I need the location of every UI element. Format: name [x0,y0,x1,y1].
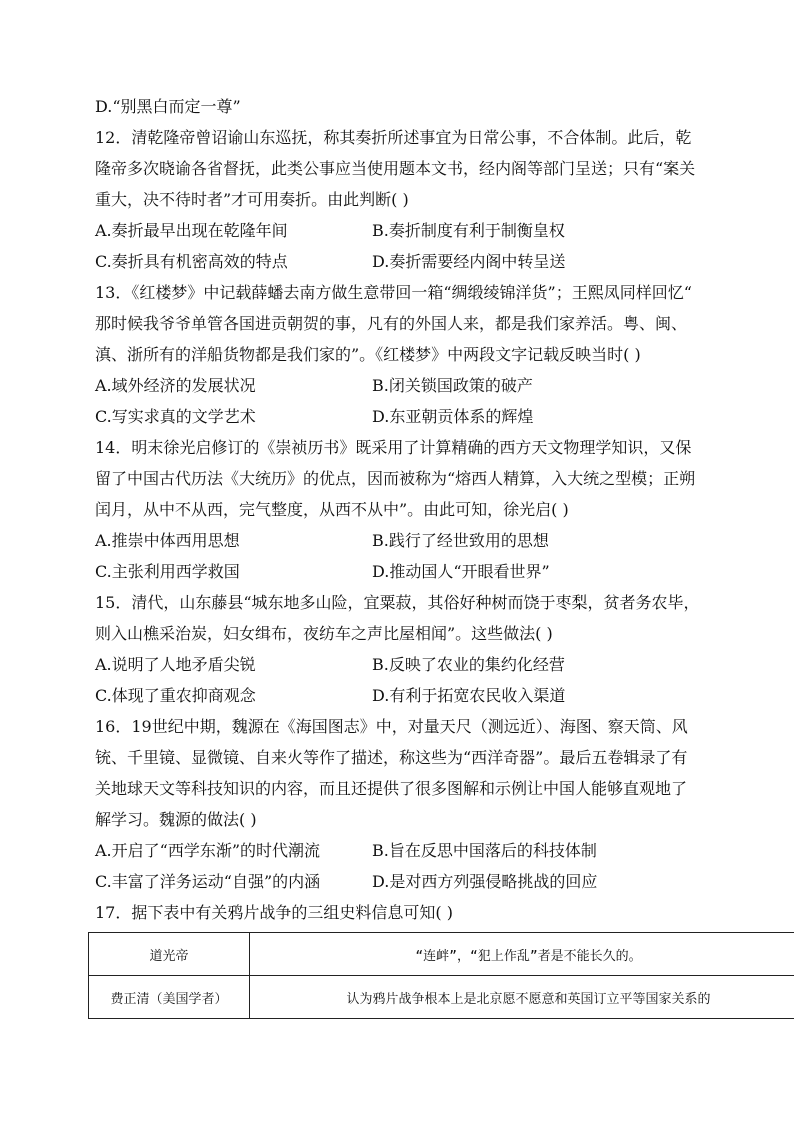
question-15-line-2: 则入山樵采治炭，妇女缉布，夜纺车之声比屋相闻”。这些做法( ) [95,624,553,643]
question-16-line-1: 16．19世纪中期，魏源在《海国图志》中，对量天尺（测远近）、海图、察天筒、风 [95,717,688,736]
q16-option-b: B.旨在反思中国落后的科技体制 [372,841,597,860]
q16-option-d: D.是对西方列强侵略挑战的回应 [372,872,598,891]
q12-option-a: A.奏折最早出现在乾隆年间 [95,221,288,240]
q15-option-d: D.有利于拓宽农民收入渠道 [372,686,566,705]
question-13-line-1: 13．《红楼梦》中记载薛蟠去南方做生意带回一箱“绸缎绫锦洋货”；王熙凤同样回忆“ [95,283,692,302]
q15-option-a: A.说明了人地矛盾尖锐 [95,655,256,674]
question-16-line-3: 关地球天文等科技知识的内容，而且还提供了很多图解和示例让中国人能够直观地了 [95,779,688,798]
question-14-line-1: 14．明末徐光启修订的《崇祯历书》既采用了计算精确的西方天文物理学知识，又保 [95,438,692,457]
question-12-line-1: 12．清乾隆帝曾诏谕山东巡抚，称其奏折所述事宜为日常公事，不合体制。此后，乾 [95,128,692,147]
q13-option-a: A.域外经济的发展状况 [95,376,256,395]
q13-option-d: D.东亚朝贡体系的辉煌 [372,407,534,426]
question-15-line-1: 15．清代，山东藤县“城东地多山险，宜粟菽，其俗好种树而饶于枣梨，贫者务农毕， [95,593,700,612]
table-row [89,976,794,1019]
q14-option-d: D.推动国人“开眼看世界” [372,562,550,581]
q13-option-b: B.闭关锁国政策的破产 [372,376,533,395]
q14-option-c: C.主张利用西学救国 [95,562,240,581]
question-13-line-2: 那时候我爷爷单管各国进贡朝贺的事，凡有的外国人来，都是我们家养活。粤、闽、 [95,314,688,333]
source-table [88,932,794,1019]
table-cell-source: 费正清（美国学者） [89,976,250,1019]
q16-option-c: C.丰富了洋务运动“自强”的内涵 [95,872,321,891]
table-cell-content: 认为鸦片战争根本上是北京愿不愿意和英国订立平等国家关系的 [250,976,794,1019]
table-cell-content: “连衅”，“犯上作乱”者是不能长久的。 [250,933,794,976]
question-14-line-3: 闰月，从中不从西，完气整度，从西不从中”。由此可知，徐光启( ) [95,500,569,519]
option-d-q11: D.“别黑白而定一尊” [95,97,241,116]
q12-option-b: B.奏折制度有利于制衡皇权 [372,221,565,240]
table-row [89,933,794,976]
q12-option-c: C.奏折具有机密高效的特点 [95,252,288,271]
question-16-line-2: 铳、千里镜、显微镜、自来火等作了描述，称这些为“西洋奇器”。最后五卷辑录了有 [95,748,688,767]
q13-option-c: C.写实求真的文学艺术 [95,407,256,426]
question-12-line-2: 隆帝多次晓谕各省督抚，此类公事应当使用题本文书，经内阁等部门呈送；只有“案关 [95,159,696,178]
q16-option-a: A.开启了“西学东渐”的时代潮流 [95,841,321,860]
q14-option-a: A.推崇中体西用思想 [95,531,240,550]
question-12-line-3: 重大，决不待时者”才可用奏折。由此判断( ) [95,190,409,209]
q15-option-b: B.反映了农业的集约化经营 [372,655,565,674]
table-cell-source: 道光帝 [89,933,250,976]
question-16-line-4: 解学习。魏源的做法( ) [95,810,257,829]
question-14-line-2: 留了中国古代历法《大统历》的优点，因而被称为“熔西人精算，入大统之型模；正朔 [95,469,696,488]
question-17-line-1: 17．据下表中有关鸦片战争的三组史料信息可知( ) [95,903,453,922]
q15-option-c: C.体现了重农抑商观念 [95,686,256,705]
q12-option-d: D.奏折需要经内阁中转呈送 [372,252,566,271]
question-13-line-3: 滇、浙所有的洋船货物都是我们家的”。《红楼梦》中两段文字记载反映当时( ) [95,345,641,364]
q14-option-b: B.践行了经世致用的思想 [372,531,549,550]
